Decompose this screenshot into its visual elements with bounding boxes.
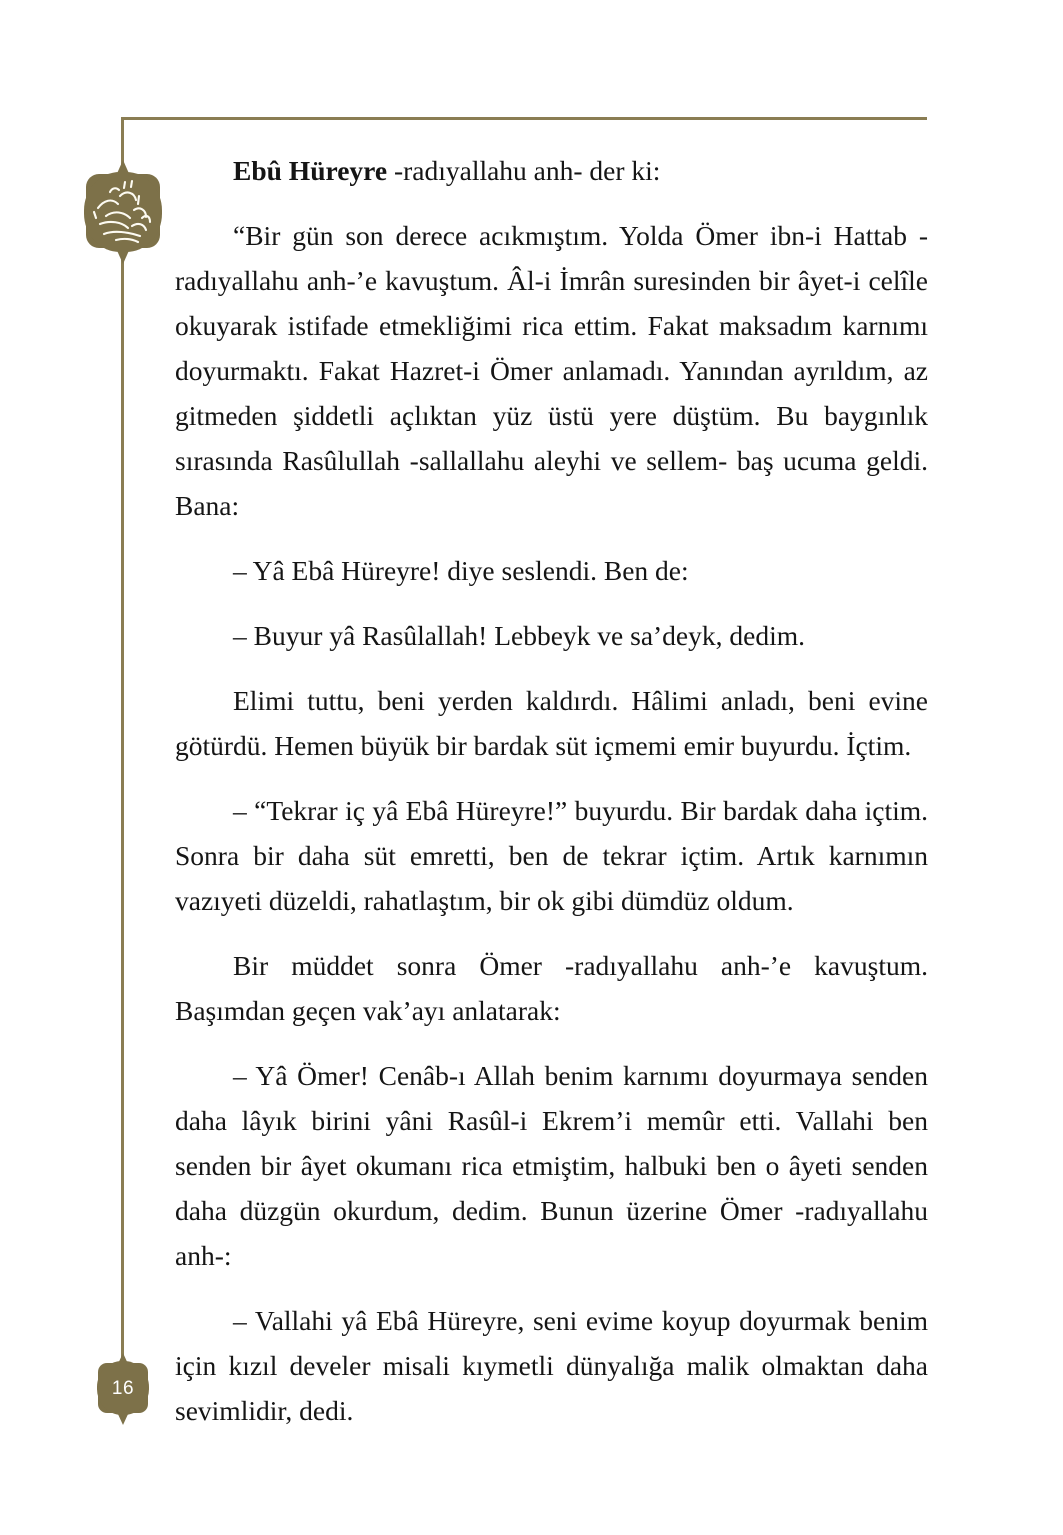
- paragraph-milk-offer: Elimi tuttu, beni yerden kaldırdı. Hâlimi anladı, beni evine götürdü. Hemen büyük bir bardak süt içmemi emir buyurdu. İçtim.: [175, 685, 928, 761]
- paragraph-meeting-omer: Bir müddet sonra Ömer -radıyallahu anh-’e kavuştum. Başımdan geçen vak’ayı anlatarak:: [175, 950, 928, 1026]
- decorative-rule-horizontal: [121, 117, 927, 120]
- narrator-honorific: -radıyallahu anh- der ki:: [387, 155, 661, 186]
- paragraph-address-to-omer: – Yâ Ömer! Cenâb-ı Allah benim karnımı doyurmaya senden daha lâyık birini yâni Rasûl-i Ekrem’i memûr etti. Vallahi ben senden bir âyet okumanı rica etmiştim, halbuki ben o âyeti senden daha düzgün okurdum, dedim. Bunun üzerine Ömer -radıyallahu anh-:: [175, 1060, 928, 1271]
- paragraph-opening-narrative: “Bir gün son derece acıkmıştım. Yolda Ömer ibn-i Hattab -radıyallahu anh-’e kavuştum. Âl-i İmrân suresinden bir âyet-i celîle okuyarak istifade etmekliğimi rica ettim. Fakat maksadım karnımı doyurmaktı. Fakat Hazret-i Ömer anlamadı. Yanından ayrıldım, az gitmeden şiddetli açlıktan yüz üstü yere düştüm. Bu baygınlık sırasında Rasûlullah -sallallahu aleyhi ve sellem- baş ucuma geldi. Bana:: [175, 220, 928, 521]
- paragraph-drink-again: – “Tekrar iç yâ Ebâ Hüreyre!” buyurdu. Bir bardak daha içtim. Sonra bir daha süt emretti, ben de tekrar içtim. Artık karnımın vazıyeti düzeldi, rahatlaştım, bir ok gibi dümdüz oldum.: [175, 795, 928, 916]
- narrator-name: Ebû Hüreyre: [233, 155, 388, 186]
- calligraphic-medallion-icon: [76, 160, 170, 264]
- page-number-badge: [92, 1353, 154, 1425]
- dialog-line-response: – Buyur yâ Rasûlallah! Lebbeyk ve sa’deyk, dedim.: [233, 620, 805, 651]
- paragraph-omer-reply: – Vallahi yâ Ebâ Hüreyre, seni evime koyup doyurmak benim için kızıl develer misali kıymetli dünyalığa malik olmaktan daha sevimlidir, dedi.: [175, 1305, 928, 1426]
- body-text-column: [175, 148, 928, 1453]
- decorative-rule-vertical: [121, 117, 124, 1369]
- page-number-label: 16: [111, 1378, 135, 1399]
- attribution-line: [175, 148, 928, 193]
- dialog-line-call: – Yâ Ebâ Hüreyre! diye seslendi. Ben de:: [233, 555, 689, 586]
- arabic-calligraphy-icon: [76, 160, 170, 264]
